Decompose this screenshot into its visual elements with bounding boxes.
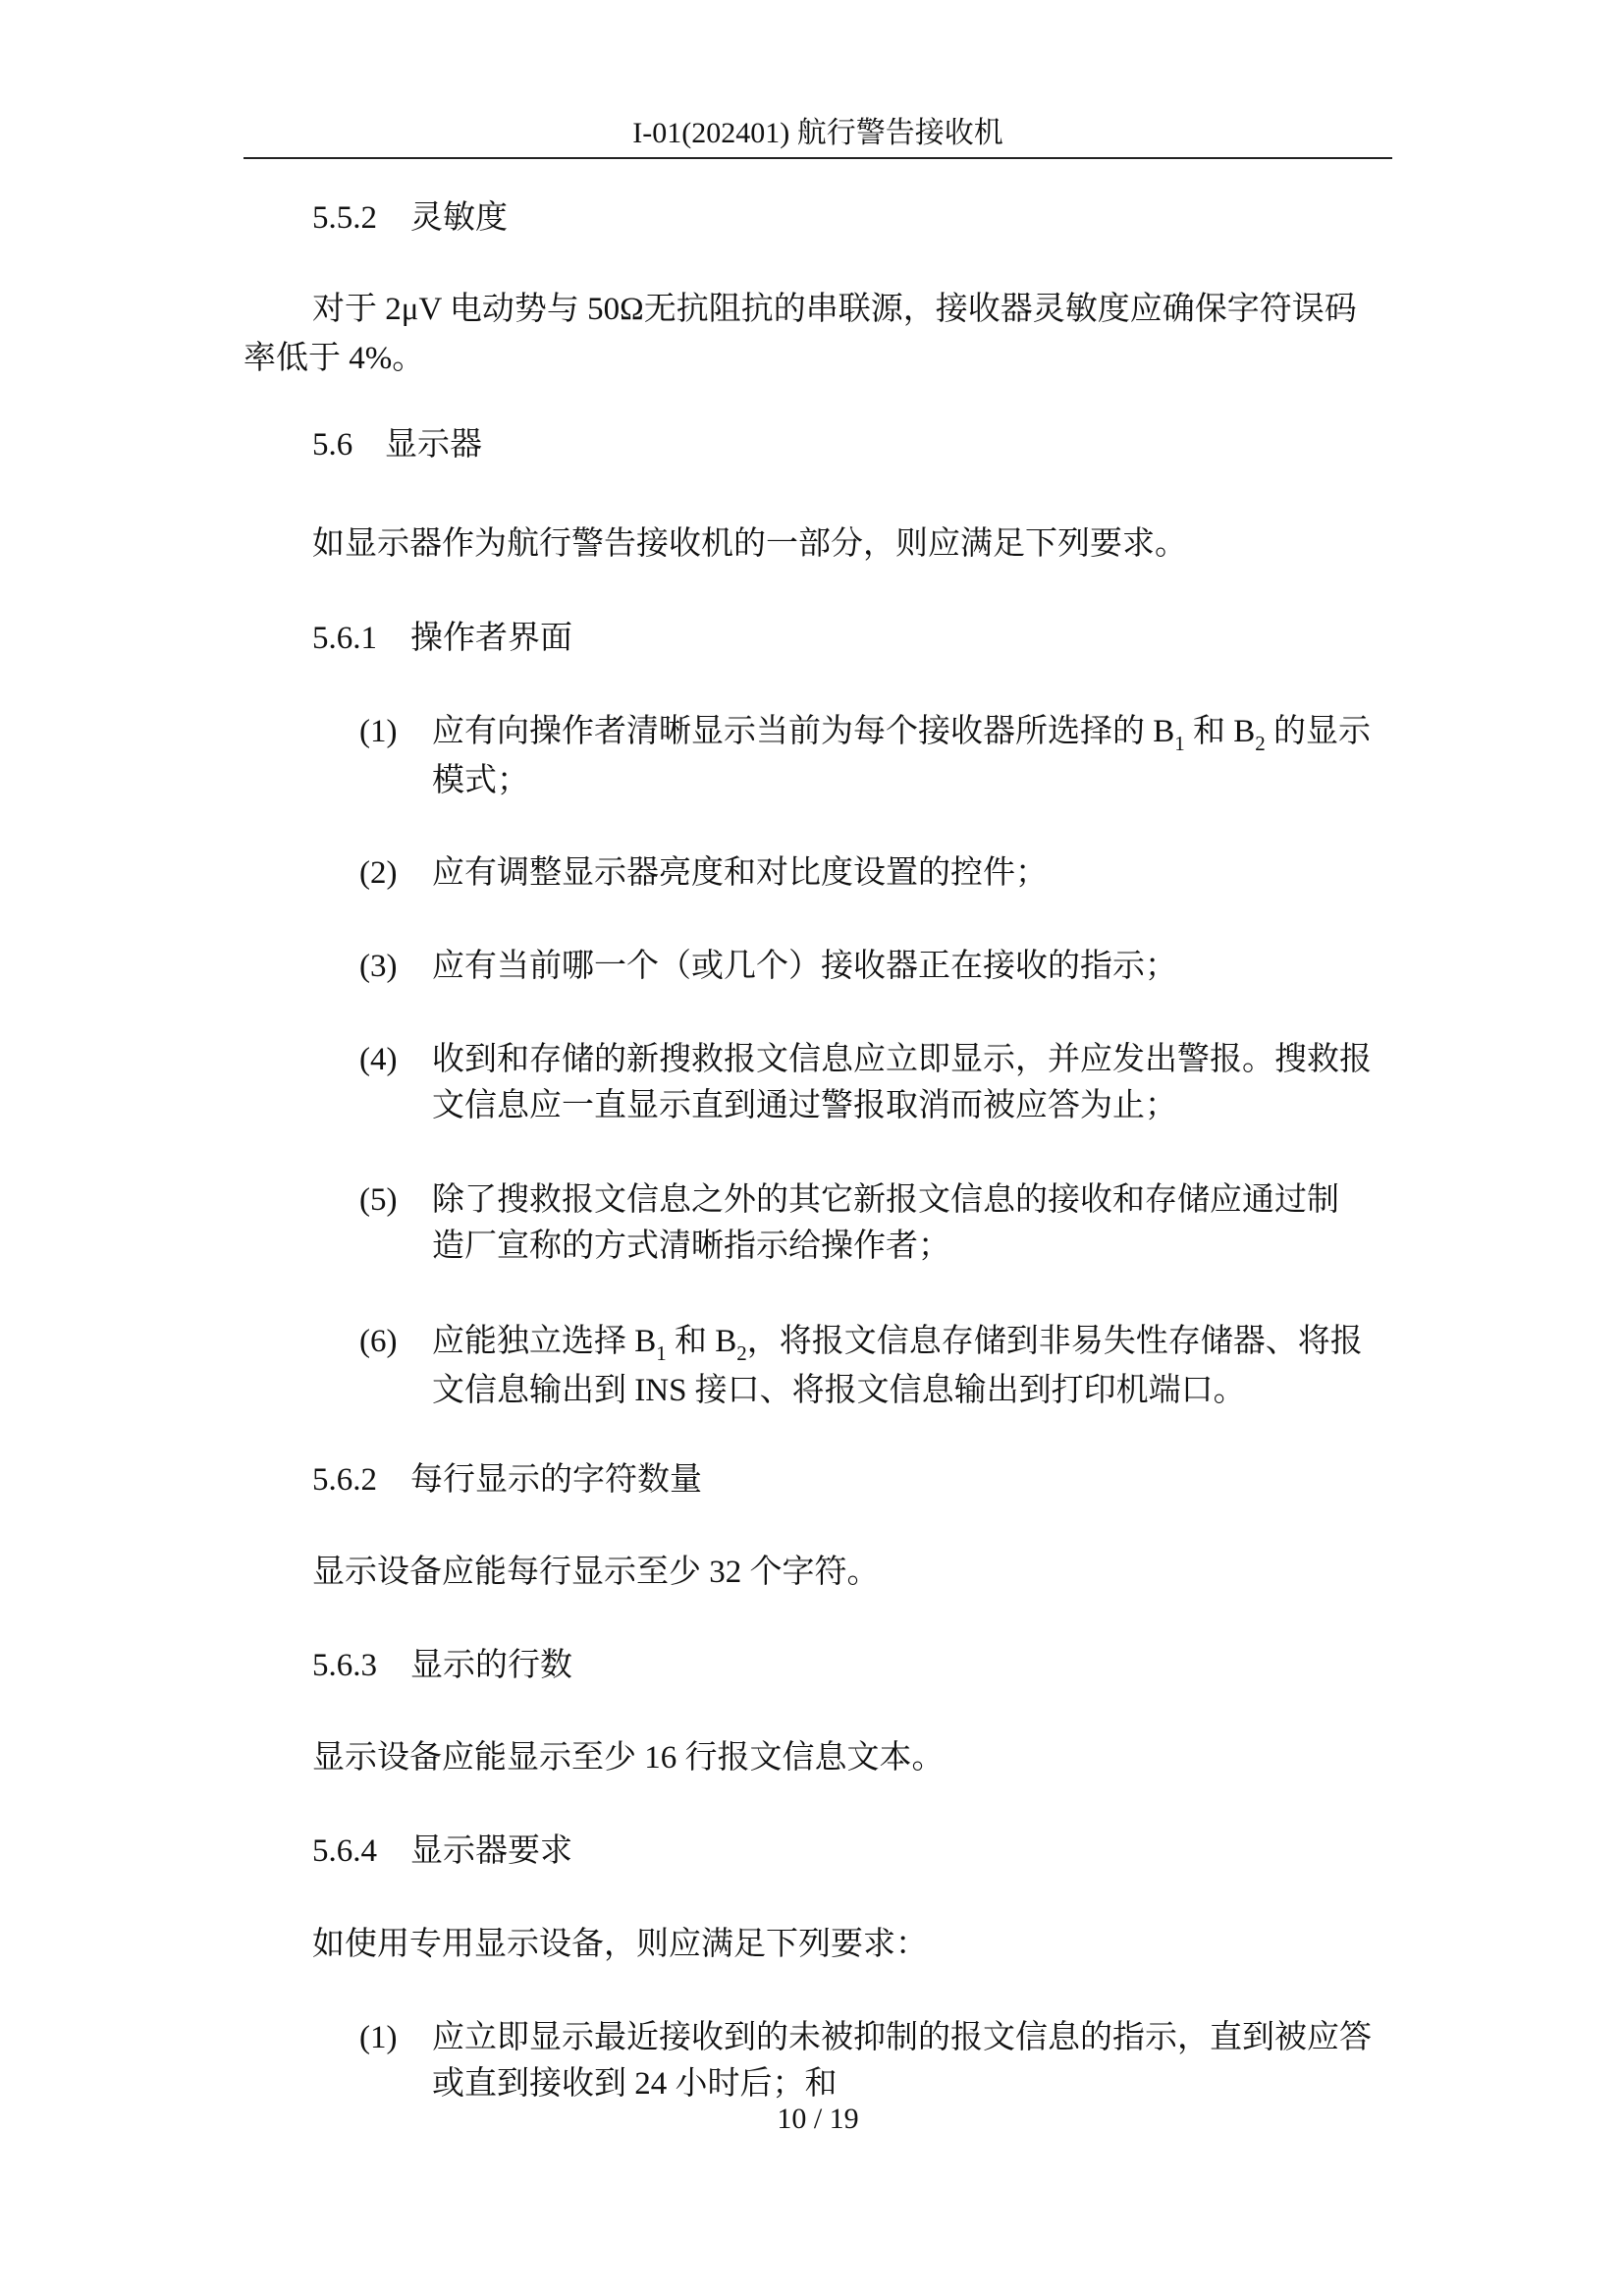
heading-5-6-3	[312, 1643, 572, 1688]
list-item-line: 文信息应一直显示直到通过警报取消而被应答为止；	[432, 1088, 1177, 1123]
list-item-line: 应有当前哪一个（或几个）接收器正在接收的指示；	[432, 949, 1177, 984]
paragraph-line: 率低于 4%。	[243, 341, 425, 376]
list-item-line: 应有向操作者清晰显示当前为每个接收器所选择的 $B_1$ 和 $B_2$ 的显示	[432, 714, 1372, 755]
list-item-line: 应能独立选择 $B_1$ 和 $B_2$，将报文信息存储到非易失性存储器、将报	[432, 1324, 1363, 1365]
list-item-line: 收到和存储的新搜救报文信息应立即显示，并应发出警报。搜救报	[432, 1042, 1372, 1077]
section-title: 灵敏度	[410, 200, 508, 236]
paragraph: 显示设备应能每行显示至少 32 个字符。	[312, 1555, 880, 1590]
page-header: I-01(202401) 航行警告接收机	[632, 117, 1003, 149]
heading-5-6-4	[312, 1829, 572, 1874]
list-item	[359, 1177, 1392, 1270]
section-number: 5.6.2	[312, 1462, 377, 1498]
section-number: 5.6.4	[312, 1833, 377, 1869]
list-marker: (6)	[359, 1324, 398, 1359]
section-title: 每行显示的字符数量	[410, 1462, 702, 1498]
list-item-line: 应立即显示最近接收到的未被抑制的报文信息的指示，直到被应答	[432, 2020, 1372, 2055]
list-marker: (1)	[359, 2020, 398, 2055]
list-item	[359, 944, 1392, 990]
section-title: 显示器要求	[410, 1833, 572, 1869]
paragraph-line: 对于 2μV 电动势与 50Ω无抗阻抗的串联源，接收器灵敏度应确保字符误码	[312, 292, 1357, 327]
list-marker: (1)	[359, 714, 398, 749]
list-marker: (4)	[359, 1042, 398, 1077]
header-rule	[243, 157, 1392, 159]
paragraph: 显示设备应能显示至少 16 行报文信息文本。	[312, 1740, 945, 1776]
paragraph: 如使用专用显示设备，则应满足下列要求：	[312, 1927, 928, 1962]
list-item	[359, 1037, 1392, 1129]
section-title: 显示的行数	[410, 1648, 572, 1683]
list-item	[359, 709, 1392, 804]
section-number: 5.6.1	[312, 621, 377, 656]
list-item	[359, 1319, 1392, 1414]
list-item-line: 模式；	[432, 763, 529, 798]
list-marker: (2)	[359, 855, 398, 891]
list-marker: (5)	[359, 1182, 398, 1218]
list-item	[359, 2015, 1392, 2107]
heading-5-6	[312, 422, 482, 467]
list-item-line: 文信息输出到 INS 接口、将报文信息输出到打印机端口。	[432, 1373, 1246, 1408]
heading-5-5-2	[312, 195, 508, 241]
page-number: 10 / 19	[777, 2103, 859, 2135]
list-item	[359, 850, 1392, 897]
list-item-line: 或直到接收到 24 小时后；和	[432, 2066, 838, 2102]
list-item-line: 造厂宣称的方式清晰指示给操作者；	[432, 1229, 950, 1264]
section-number: 5.6.3	[312, 1648, 377, 1683]
list-marker: (3)	[359, 949, 398, 984]
list-item-line: 应有调整显示器亮度和对比度设置的控件；	[432, 855, 1048, 891]
heading-5-6-2	[312, 1457, 702, 1503]
heading-5-6-1	[312, 616, 572, 661]
paragraph: 如显示器作为航行警告接收机的一部分，则应满足下列要求。	[312, 526, 1187, 562]
section-title: 操作者界面	[410, 621, 572, 656]
list-item-line: 除了搜救报文信息之外的其它新报文信息的接收和存储应通过制	[432, 1182, 1339, 1218]
section-title: 显示器	[385, 427, 482, 463]
section-number: 5.6	[312, 427, 353, 463]
section-number: 5.5.2	[312, 200, 377, 236]
